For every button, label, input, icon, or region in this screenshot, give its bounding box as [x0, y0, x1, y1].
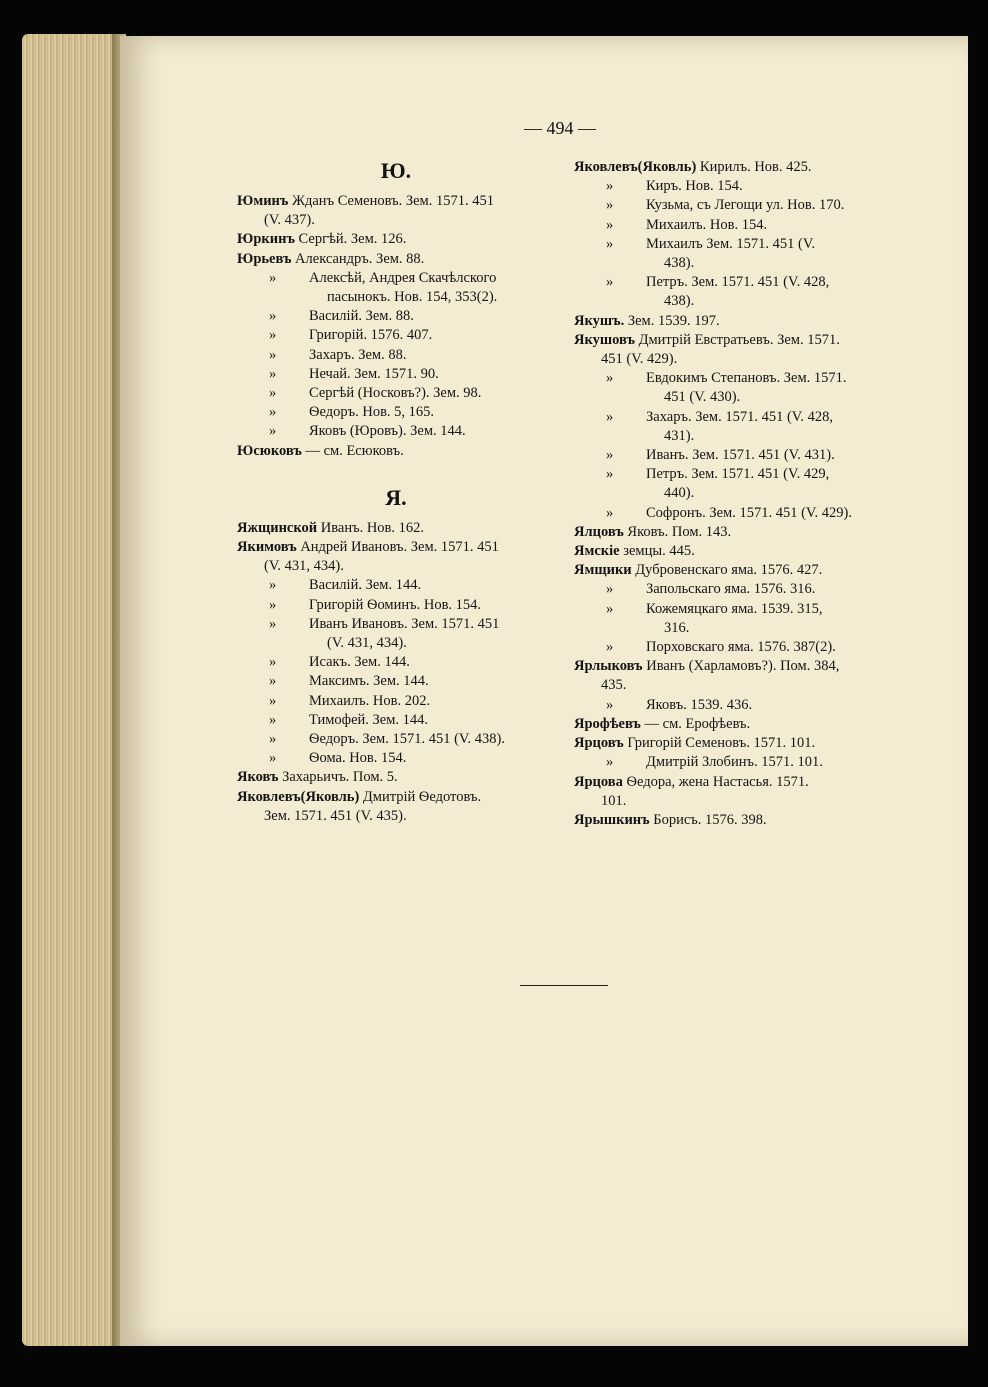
entry-headword: Яковлевъ(Яковль)	[574, 159, 697, 175]
index-subentry	[237, 615, 555, 653]
ditto-mark: »	[606, 408, 614, 425]
entry-text: Яковъ. Пом. 143.	[627, 523, 732, 540]
ditto-mark: »	[606, 216, 614, 233]
entry-headword: Яковъ	[237, 769, 279, 786]
index-subentry	[574, 273, 890, 311]
subentry-text: Ѳедоръ. Зем. 1571. 451 (V. 438).	[309, 731, 505, 748]
subentry-text: Сергѣй (Носковъ?). Зем. 98.	[309, 385, 482, 402]
entry-continuation: 435.	[601, 677, 627, 694]
ditto-mark: »	[269, 596, 277, 613]
ditto-mark: »	[269, 385, 277, 402]
ditto-mark: »	[269, 423, 277, 440]
index-subentry	[574, 753, 890, 772]
ditto-mark: »	[606, 600, 614, 617]
subentry-text: Григорій. 1576. 407.	[309, 327, 433, 344]
index-subentry	[574, 216, 890, 235]
index-entry	[574, 715, 890, 734]
entry-text: Борисъ. 1576. 398.	[653, 811, 767, 828]
index-entry	[574, 561, 890, 580]
ditto-mark: »	[269, 365, 277, 382]
subentry-text: Нечай. Зем. 1571. 90.	[309, 365, 439, 382]
ditto-mark: »	[269, 673, 277, 690]
index-entry	[574, 542, 890, 561]
index-entry	[237, 768, 555, 787]
subentry-text: Исакъ. Зем. 144.	[309, 654, 410, 671]
index-subentry	[237, 384, 555, 403]
page-number: — 494 —	[524, 118, 596, 138]
entry-text: — см. Есюковъ.	[305, 442, 404, 459]
entry-text: Дмитрій Евстратьевъ. Зем. 1571.	[638, 331, 840, 348]
ditto-mark: »	[269, 731, 277, 748]
ditto-mark: »	[606, 370, 614, 387]
subentry-text: Максимъ. Зем. 144.	[309, 673, 429, 690]
entry-continuation: (V. 431, 434).	[264, 558, 344, 575]
ditto-mark: »	[269, 346, 277, 363]
subentry-continuation: 431).	[664, 427, 695, 444]
right-column	[574, 158, 890, 830]
index-entry	[574, 158, 890, 177]
ditto-mark: »	[269, 269, 277, 286]
entry-continuation: Зем. 1571. 451 (V. 435).	[264, 807, 407, 824]
ditto-mark: »	[269, 404, 277, 421]
subentry-text: Яковъ. 1539. 436.	[646, 696, 753, 713]
ditto-mark: »	[269, 750, 277, 767]
entry-text: Кирилъ. Нов. 425.	[699, 159, 812, 175]
entry-text: Зем. 1539. 197.	[627, 312, 720, 329]
entry-text: Ѳедора, жена Настасья. 1571.	[626, 773, 809, 790]
section-heading-yu: Ю.	[380, 158, 412, 183]
entry-headword: Ялцовъ	[574, 523, 624, 540]
index-subentry	[574, 369, 890, 407]
subentry-continuation: (V. 431, 434).	[327, 635, 407, 652]
subentry-text: Яковъ (Юровъ). Зем. 144.	[309, 423, 466, 440]
index-entry	[574, 773, 890, 811]
index-subentry	[574, 465, 890, 503]
ditto-mark: »	[606, 504, 614, 521]
subentry-text: Тимофей. Зем. 144.	[309, 711, 429, 728]
ditto-mark: »	[606, 581, 614, 598]
index-subentry	[237, 711, 555, 730]
index-subentry	[574, 580, 890, 599]
subentry-text: Дмитрій Злобинъ. 1571. 101.	[646, 754, 823, 771]
index-subentry	[237, 403, 555, 422]
subentry-text: Петръ. Зем. 1571. 451 (V. 428,	[646, 274, 830, 291]
subentry-text: Василій. Зем. 88.	[309, 308, 414, 325]
entry-headword: Яжщинской	[237, 519, 318, 536]
entry-text: Сергѣй. Зем. 126.	[298, 231, 407, 248]
subentry-text: Ѳома. Нов. 154.	[309, 750, 407, 767]
index-subentry	[237, 596, 555, 615]
entry-text: Григорій Семеновъ. 1571. 101.	[627, 735, 816, 752]
subentry-text: Порховскаго яма. 1576. 387(2).	[646, 639, 836, 656]
index-entry	[574, 811, 890, 830]
index-entry	[237, 442, 555, 461]
ditto-mark: »	[269, 577, 277, 594]
subentry-text: Киръ. Нов. 154.	[646, 178, 743, 195]
entry-text: Иванъ (Харламовъ?). Пом. 384,	[646, 658, 840, 675]
ditto-mark: »	[269, 654, 277, 671]
entry-headword: Ямскіе	[574, 543, 620, 560]
ditto-mark: »	[606, 696, 614, 713]
subentry-text: Захаръ. Зем. 1571. 451 (V. 428,	[646, 408, 833, 425]
ditto-mark: »	[269, 711, 277, 728]
index-entry	[574, 523, 890, 542]
entry-continuation: 101.	[601, 792, 627, 809]
subentry-text: Софронъ. Зем. 1571. 451 (V. 429).	[646, 504, 852, 521]
entry-headword: Юсюковъ	[237, 442, 302, 459]
subentry-text: Григорій Ѳоминъ. Нов. 154.	[309, 596, 482, 613]
end-rule	[520, 985, 608, 986]
subentry-text: Евдокимъ Степановъ. Зем. 1571.	[646, 370, 847, 387]
subentry-text: Кожемяцкаго яма. 1539. 315,	[646, 600, 823, 617]
subentry-text: Петръ. Зем. 1571. 451 (V. 429,	[646, 466, 830, 483]
index-subentry	[574, 638, 890, 657]
index-entry	[237, 788, 555, 826]
entry-text: Иванъ. Нов. 162.	[320, 519, 425, 536]
entry-text: земцы. 445.	[623, 543, 695, 560]
ditto-mark: »	[606, 754, 614, 771]
ditto-mark: »	[606, 466, 614, 483]
index-subentry	[237, 422, 555, 441]
index-entry	[574, 331, 890, 369]
page-edges	[22, 34, 122, 1346]
entry-headword: Ямщики	[574, 562, 632, 579]
subentry-text: Василій. Зем. 144.	[309, 577, 422, 594]
index-subentry	[237, 326, 555, 345]
subentry-continuation: 438).	[664, 293, 695, 310]
entry-headword: Якушовъ	[574, 331, 635, 348]
entry-text: — см. Ерофѣевъ.	[644, 715, 751, 732]
entry-continuation: (V. 437).	[264, 212, 315, 229]
index-entry	[237, 250, 555, 269]
index-subentry	[574, 600, 890, 638]
index-subentry	[237, 730, 555, 749]
entry-headword: Яковлевъ(Яковль)	[237, 788, 360, 805]
index-subentry	[574, 504, 890, 523]
entry-text: Андрей Ивановъ. Зем. 1571. 451	[300, 539, 499, 556]
entries-ya	[237, 519, 555, 826]
entry-headword: Ярофѣевъ	[574, 715, 641, 732]
subentry-text: Кузьма, съ Легощи ул. Нов. 170.	[646, 197, 845, 214]
entry-headword: Юркинъ	[237, 231, 295, 248]
entry-headword: Якимовъ	[237, 539, 297, 556]
index-entry	[237, 192, 555, 230]
section-heading-ya: Я.	[385, 484, 407, 510]
entry-text: Жданъ Семеновъ. Зем. 1571. 451	[292, 193, 494, 209]
entry-headword: Ярцовъ	[574, 735, 624, 752]
index-subentry	[237, 346, 555, 365]
index-subentry	[237, 576, 555, 595]
subentry-text: Михаилъ. Нов. 154.	[646, 216, 768, 233]
index-subentry	[237, 653, 555, 672]
entry-headword: Ярышкинъ	[574, 811, 650, 828]
index-subentry	[237, 269, 555, 307]
index-subentry	[574, 177, 890, 196]
entries-yu	[237, 192, 555, 461]
entry-text: Дмитрій Ѳедотовъ.	[362, 788, 482, 805]
index-subentry	[237, 749, 555, 768]
entry-text: Дубровенскаго яма. 1576. 427.	[635, 562, 823, 579]
ditto-mark: »	[269, 692, 277, 709]
index-subentry	[574, 235, 890, 273]
index-subentry	[574, 696, 890, 715]
subentry-text: Михаилъ. Нов. 202.	[309, 692, 431, 709]
subentry-text: Захаръ. Зем. 88.	[309, 346, 407, 363]
subentry-continuation: 438).	[664, 255, 695, 272]
subentry-continuation: 440).	[664, 485, 695, 502]
subentry-continuation: 316.	[664, 619, 690, 636]
index-entry	[574, 312, 890, 331]
ditto-mark: »	[606, 235, 614, 252]
ditto-mark: »	[606, 274, 614, 291]
ditto-mark: »	[269, 327, 277, 344]
left-column	[237, 158, 555, 826]
index-subentry	[237, 307, 555, 326]
subentry-continuation: пасынокъ. Нов. 154, 353(2).	[327, 289, 498, 306]
subentry-text: Иванъ. Зем. 1571. 451 (V. 431).	[646, 447, 835, 464]
index-entry	[237, 230, 555, 249]
index-entry	[574, 657, 890, 695]
entry-headword: Якушъ.	[574, 312, 625, 329]
subentry-text: Ѳедоръ. Нов. 5, 165.	[309, 404, 435, 421]
index-subentry	[574, 446, 890, 465]
index-subentry	[574, 196, 890, 215]
subentry-text: Иванъ Ивановъ. Зем. 1571. 451	[309, 615, 500, 632]
ditto-mark: »	[269, 615, 277, 632]
index-subentry	[574, 408, 890, 446]
subentry-text: Запольскаго яма. 1576. 316.	[646, 581, 816, 598]
subentry-text: Михаилъ Зем. 1571. 451 (V.	[646, 235, 816, 252]
ditto-mark: »	[606, 197, 614, 214]
entry-text: Александръ. Зем. 88.	[295, 250, 425, 267]
entry-headword: Юминъ	[237, 193, 289, 209]
subentry-text: Алексѣй, Андрея Скачѣлского	[309, 269, 497, 286]
subentry-continuation: 451 (V. 430).	[664, 389, 741, 406]
entry-headword: Ярлыковъ	[574, 658, 643, 675]
entry-headword: Ярцова	[574, 773, 623, 790]
entry-text: Захарьичъ. Пом. 5.	[282, 769, 398, 786]
index-subentry	[237, 672, 555, 691]
entry-headword: Юрьевъ	[237, 250, 292, 267]
ditto-mark: »	[269, 308, 277, 325]
index-subentry	[237, 365, 555, 384]
index-entry	[237, 538, 555, 576]
index-entry	[574, 734, 890, 753]
entries-ya-continued	[574, 158, 890, 830]
entry-continuation: 451 (V. 429).	[601, 351, 678, 368]
ditto-mark: »	[606, 178, 614, 195]
index-subentry	[237, 692, 555, 711]
ditto-mark: »	[606, 447, 614, 464]
ditto-mark: »	[606, 639, 614, 656]
index-entry	[237, 519, 555, 538]
